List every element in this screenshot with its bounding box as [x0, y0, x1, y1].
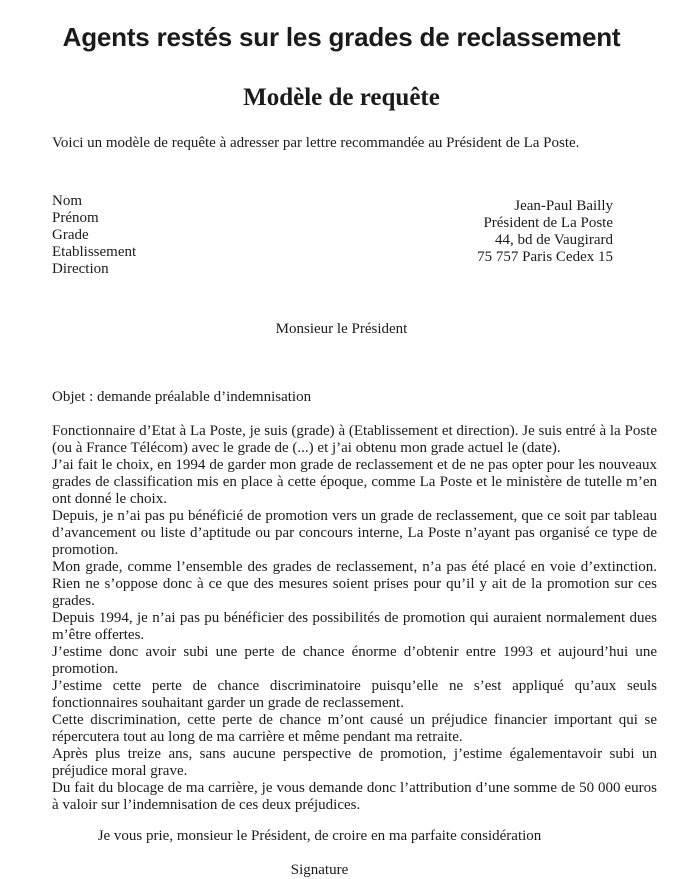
body-paragraph: J’estime cette perte de chance discriminatoire puisqu’elle ne s’est appliqué qu’aux seuls fonctionnaires souhaitant garder un grade de reclassement.	[52, 678, 657, 711]
body-paragraph: Cette discrimination, cette perte de chance m’ont causé un préjudice financier important qui se répercutera tout au long de ma carrière et même pendant ma retraite.	[52, 712, 657, 745]
body-paragraph: Du fait du blocage de ma carrière, je vous demande donc l’attribution d’une somme de 50 000 euros à valoir sur l’indemnisation de ces deux préjudices.	[52, 780, 657, 813]
sender-field-etablissement: Etablissement	[52, 244, 137, 260]
sender-field-grade: Grade	[52, 227, 89, 243]
body-paragraph: Depuis 1994, je n’ai pas pu bénéficier des possibilités de promotion qui auraient normalement dues m’être offertes.	[52, 610, 657, 643]
body-paragraph: Mon grade, comme l’ensemble des grades de reclassement, n’a pas été placé en voie d’extinction. Rien ne s’oppose donc à ce que des mesures soient prises pour qu’il y ait de la promotion sur ces grades.	[52, 559, 657, 609]
salutation-line: Monsieur le Président	[275, 321, 408, 337]
recipient-street: 44, bd de Vaugirard	[494, 232, 613, 248]
subject-line: Objet : demande préalable d’indemnisation	[52, 389, 312, 405]
sender-field-prenom: Prénom	[52, 210, 99, 226]
recipient-address-block	[477, 198, 613, 278]
sender-field-direction: Direction	[52, 261, 109, 277]
intro-text: Voici un modèle de requête à adresser par lettre recommandée au Président de La Poste.	[52, 135, 580, 151]
sender-fields-block	[52, 193, 136, 278]
address-row	[52, 193, 613, 278]
recipient-name: Jean-Paul Bailly	[514, 198, 613, 214]
body-paragraph: J’estime donc avoir subi une perte de chance énorme d’obtenir entre 1993 et aujourd’hui une promotion.	[52, 644, 657, 677]
body-paragraph: Fonctionnaire d’Etat à La Poste, je suis (grade) à (Etablissement et direction). Je suis entré à la Poste (ou à France Télécom) avec le grade de (...) et j’ai obtenu mon grade actuel le (date).	[52, 423, 657, 456]
page-title: Agents restés sur les grades de reclassement	[62, 22, 621, 52]
sender-field-nom: Nom	[52, 193, 82, 209]
recipient-city: 75 757 Paris Cedex 15	[477, 249, 613, 265]
body-paragraph: Après plus treize ans, sans aucune perspective de promotion, j’estime égalementavoir subi un préjudice moral grave.	[52, 746, 657, 779]
recipient-role: Président de La Poste	[483, 215, 613, 231]
closing-line: Je vous prie, monsieur le Président, de croire en ma parfaite considération	[97, 828, 542, 844]
body-paragraph: J’ai fait le choix, en 1994 de garder mon grade de reclassement et de ne pas opter pour les nouveaux grades de classification mis en place à cette époque, comme La Poste et le ministère de tutelle m’en ont donné le choix.	[52, 457, 657, 507]
body-paragraph: Depuis, je n’ai pas pu bénéficié de promotion vers un grade de reclassement, que ce soit par tableau d’avancement ou liste d’aptitude ou par concours interne, La Poste n’ayant pas organisé ce type de promotion.	[52, 508, 657, 558]
letter-body	[52, 423, 657, 814]
letter-title: Modèle de requête	[243, 84, 440, 111]
signature-label: Signature	[290, 862, 349, 878]
